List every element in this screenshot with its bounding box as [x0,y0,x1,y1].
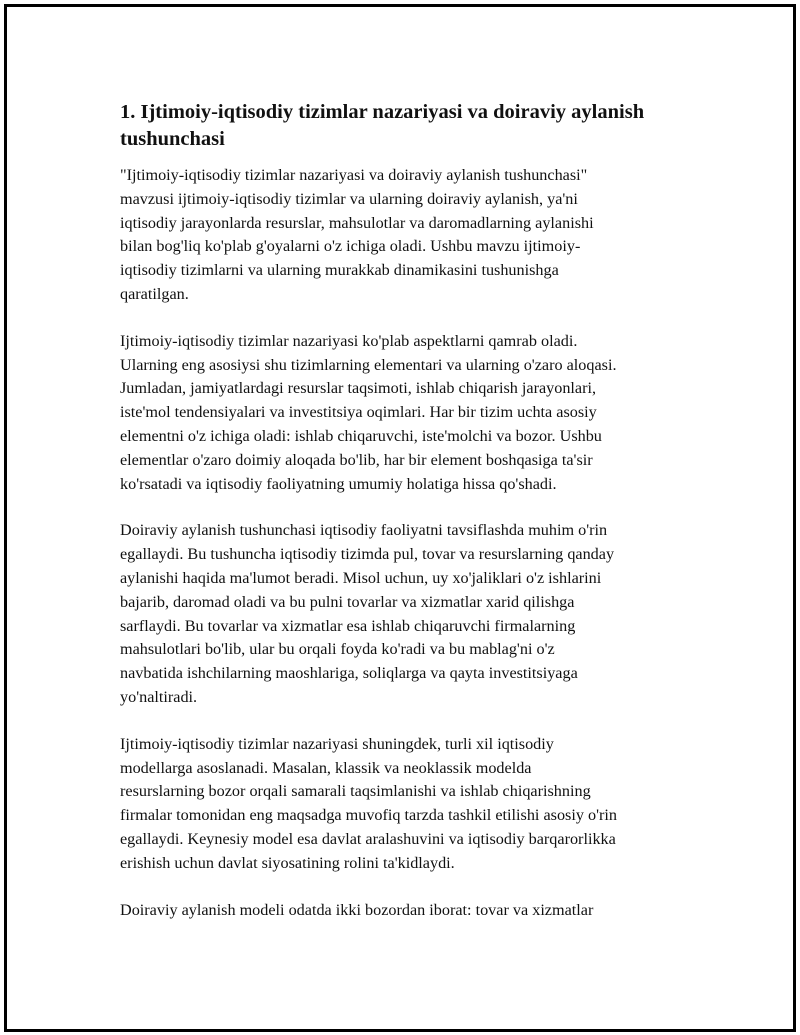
paragraph-4 [120,733,680,876]
text-line: Doiraviy aylanish modeli odatda ikki bozordan iborat: tovar va xizmatlar [120,900,594,919]
text-line: bilan bog'liq ko'plab g'oyalarni o'z ichiga oladi. Ushbu mavzu ijtimoiy- [120,237,581,256]
text-line: aylanishi haqida ma'lumot beradi. Misol uchun, uy xo'jaliklari o'z ishlarini [120,568,602,587]
paragraph-1 [120,164,680,307]
text-line: firmalar tomonidan eng maqsadga muvofiq tarzda tashkil etilishi asosiy o'rin [120,806,617,825]
text-line: iqtisodiy jarayonlarda resurslar, mahsulotlar va daromadlarning aylanishi [120,213,594,232]
text-line: iste'mol tendensiyalari va investitsiya oqimlari. Har bir tizim uchta asosiy [120,403,597,422]
text-line: qaratilgan. [120,284,189,303]
text-line: egallaydi. Keynesiy model esa davlat aralashuvini va iqtisodiy barqarorlikka [120,829,616,848]
text-line: elementlar o'zaro doimiy aloqada bo'lib, har bir element boshqasiga ta'sir [120,450,593,469]
paragraph-2 [120,330,680,497]
heading-line: 1. Ijtimoiy-iqtisodiy tizimlar nazariyasi va doiraviy aylanish [120,101,645,123]
text-line: navbatida ishchilarning maoshlariga, soliqlarga va qayta investitsiyaga [120,664,578,683]
text-line: elementni o'z ichiga oladi: ishlab chiqaruvchi, iste'molchi va bozor. Ushbu [120,426,602,445]
text-line: Ijtimoiy-iqtisodiy tizimlar nazariyasi shuningdek, turli xil iqtisodiy [120,734,554,753]
text-line: sarflaydi. Bu tovarlar va xizmatlar esa ishlab chiqaruvchi firmalarning [120,616,576,635]
text-line: Jumladan, jamiyatlardagi resurslar taqsimoti, ishlab chiqarish jarayonlari, [120,379,597,398]
page-frame [4,4,796,1032]
text-line: mahsulotlari bo'lib, ular bu orqali foyda ko'radi va bu mablag'ni o'z [120,640,555,659]
text-line: modellarga asoslanadi. Masalan, klassik va neoklassik modelda [120,758,532,777]
paragraph-5 [120,899,680,923]
text-line: ko'rsatadi va iqtisodiy faoliyatning umumiy holatiga hissa qo'shadi. [120,474,557,493]
text-line: iqtisodiy tizimlarni va ularning murakkab dinamikasini tushunishga [120,261,559,280]
paragraph-3 [120,519,680,709]
text-line: resurslarning bozor orqali samarali taqsimlanishi va ishlab chiqarishning [120,782,591,801]
text-line: Doiraviy aylanish tushunchasi iqtisodiy faoliyatni tavsiflashda muhim o'rin [120,521,608,540]
text-line: Ijtimoiy-iqtisodiy tizimlar nazariyasi ko'plab aspektlarni qamrab oladi. [120,331,578,350]
text-line: egallaydi. Bu tushuncha iqtisodiy tizimda pul, tovar va resurslarning qanday [120,545,615,564]
text-line: yo'naltiradi. [120,687,198,706]
section-heading [120,99,680,153]
document-body [120,99,680,945]
text-line: bajarib, daromad oladi va bu pulni tovarlar va xizmatlar xarid qilishga [120,592,575,611]
text-line: "Ijtimoiy-iqtisodiy tizimlar nazariyasi va doiraviy aylanish tushunchasi" [120,166,588,184]
text-line: mavzusi ijtimoiy-iqtisodiy tizimlar va ularning doiraviy aylanish, ya'ni [120,189,578,208]
heading-line: tushunchasi [120,128,225,150]
text-line: Ularning eng asosiysi shu tizimlarning elementari va ularning o'zaro aloqasi. [120,355,617,374]
text-line: erishish uchun davlat siyosatining rolini ta'kidlaydi. [120,853,455,872]
